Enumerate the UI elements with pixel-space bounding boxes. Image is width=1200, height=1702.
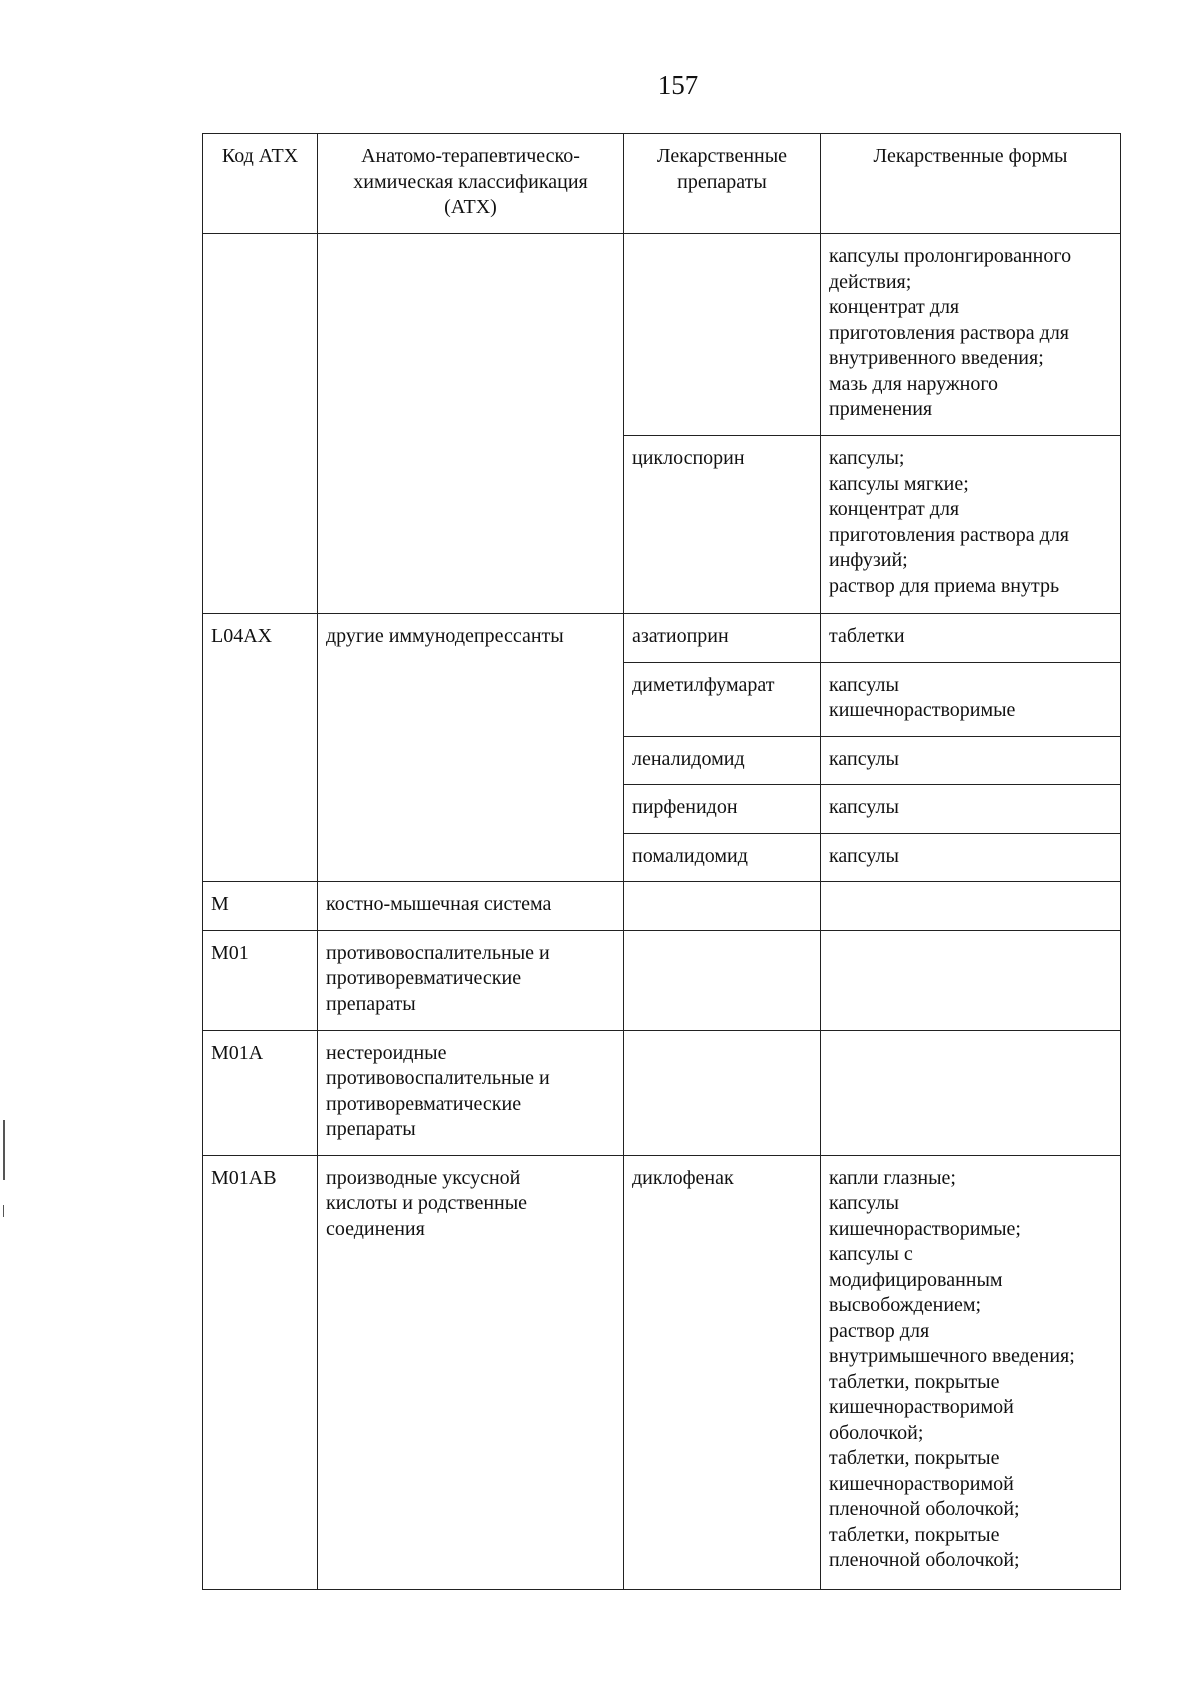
drug-cell: пирфенидон [624,785,821,834]
table-row [203,1155,1121,1589]
forms-cell: капли глазные; капсулы кишечнорастворимые; капсулы с модифицированным высвобождением; раствор для внутримышечного введения; таблетки, покрытые кишечнорастворимой оболочкой; таблетки, покрытые кишечнорастворимой пленочной оболочкой; таблетки, покрытые пленочной оболочкой; [821,1155,1121,1589]
table-row [203,930,1121,1030]
drug-cell: леналидомид [624,736,821,785]
drug-cell [624,234,821,436]
header-classification: Анатомо-терапевтическо- химическая классификация (АТХ) [318,134,624,234]
forms-cell: таблетки [821,614,1121,663]
drug-cell: циклоспорин [624,436,821,614]
forms-cell: капсулы [821,785,1121,834]
drug-cell: диметилфумарат [624,662,821,736]
code-cell: M01AB [203,1155,318,1589]
drug-cell: диклофенак [624,1155,821,1589]
code-cell [203,234,318,614]
table-row [203,234,1121,436]
classification-cell: костно-мышечная система [318,882,624,931]
table-row [203,614,1121,663]
header-code: Код АТХ [203,134,318,234]
page-number: 157 [657,70,699,100]
atx-table [202,133,1121,1590]
classification-cell: противовоспалительные и противоревматические препараты [318,930,624,1030]
code-cell: L04AX [203,614,318,882]
code-cell: M [203,882,318,931]
drug-cell [624,882,821,931]
classification-cell: другие иммунодепрессанты [318,614,624,882]
forms-cell [821,930,1121,1030]
header-forms: Лекарственные формы [821,134,1121,234]
forms-cell: капсулы кишечнорастворимые [821,662,1121,736]
code-cell: M01A [203,1030,318,1155]
forms-cell: капсулы; капсулы мягкие; концентрат для приготовления раствора для инфузий; раствор для приема внутрь [821,436,1121,614]
scan-margin-mark [3,1205,4,1217]
forms-cell: капсулы пролонгированного действия; концентрат для приготовления раствора для внутривенного введения; мазь для наружного применения [821,234,1121,436]
forms-cell: капсулы [821,736,1121,785]
classification-cell [318,234,624,614]
table-header-row [203,134,1121,234]
drug-cell: азатиоприн [624,614,821,663]
scan-margin-mark [3,1120,5,1180]
drug-cell [624,1030,821,1155]
table-row [203,1030,1121,1155]
drug-cell [624,930,821,1030]
header-drugs: Лекарственные препараты [624,134,821,234]
code-cell: M01 [203,930,318,1030]
classification-cell: производные уксусной кислоты и родственные соединения [318,1155,624,1589]
forms-cell: капсулы [821,833,1121,882]
classification-cell: нестероидные противовоспалительные и противоревматические препараты [318,1030,624,1155]
forms-cell [821,882,1121,931]
drug-cell: помалидомид [624,833,821,882]
table-row [203,882,1121,931]
forms-cell [821,1030,1121,1155]
